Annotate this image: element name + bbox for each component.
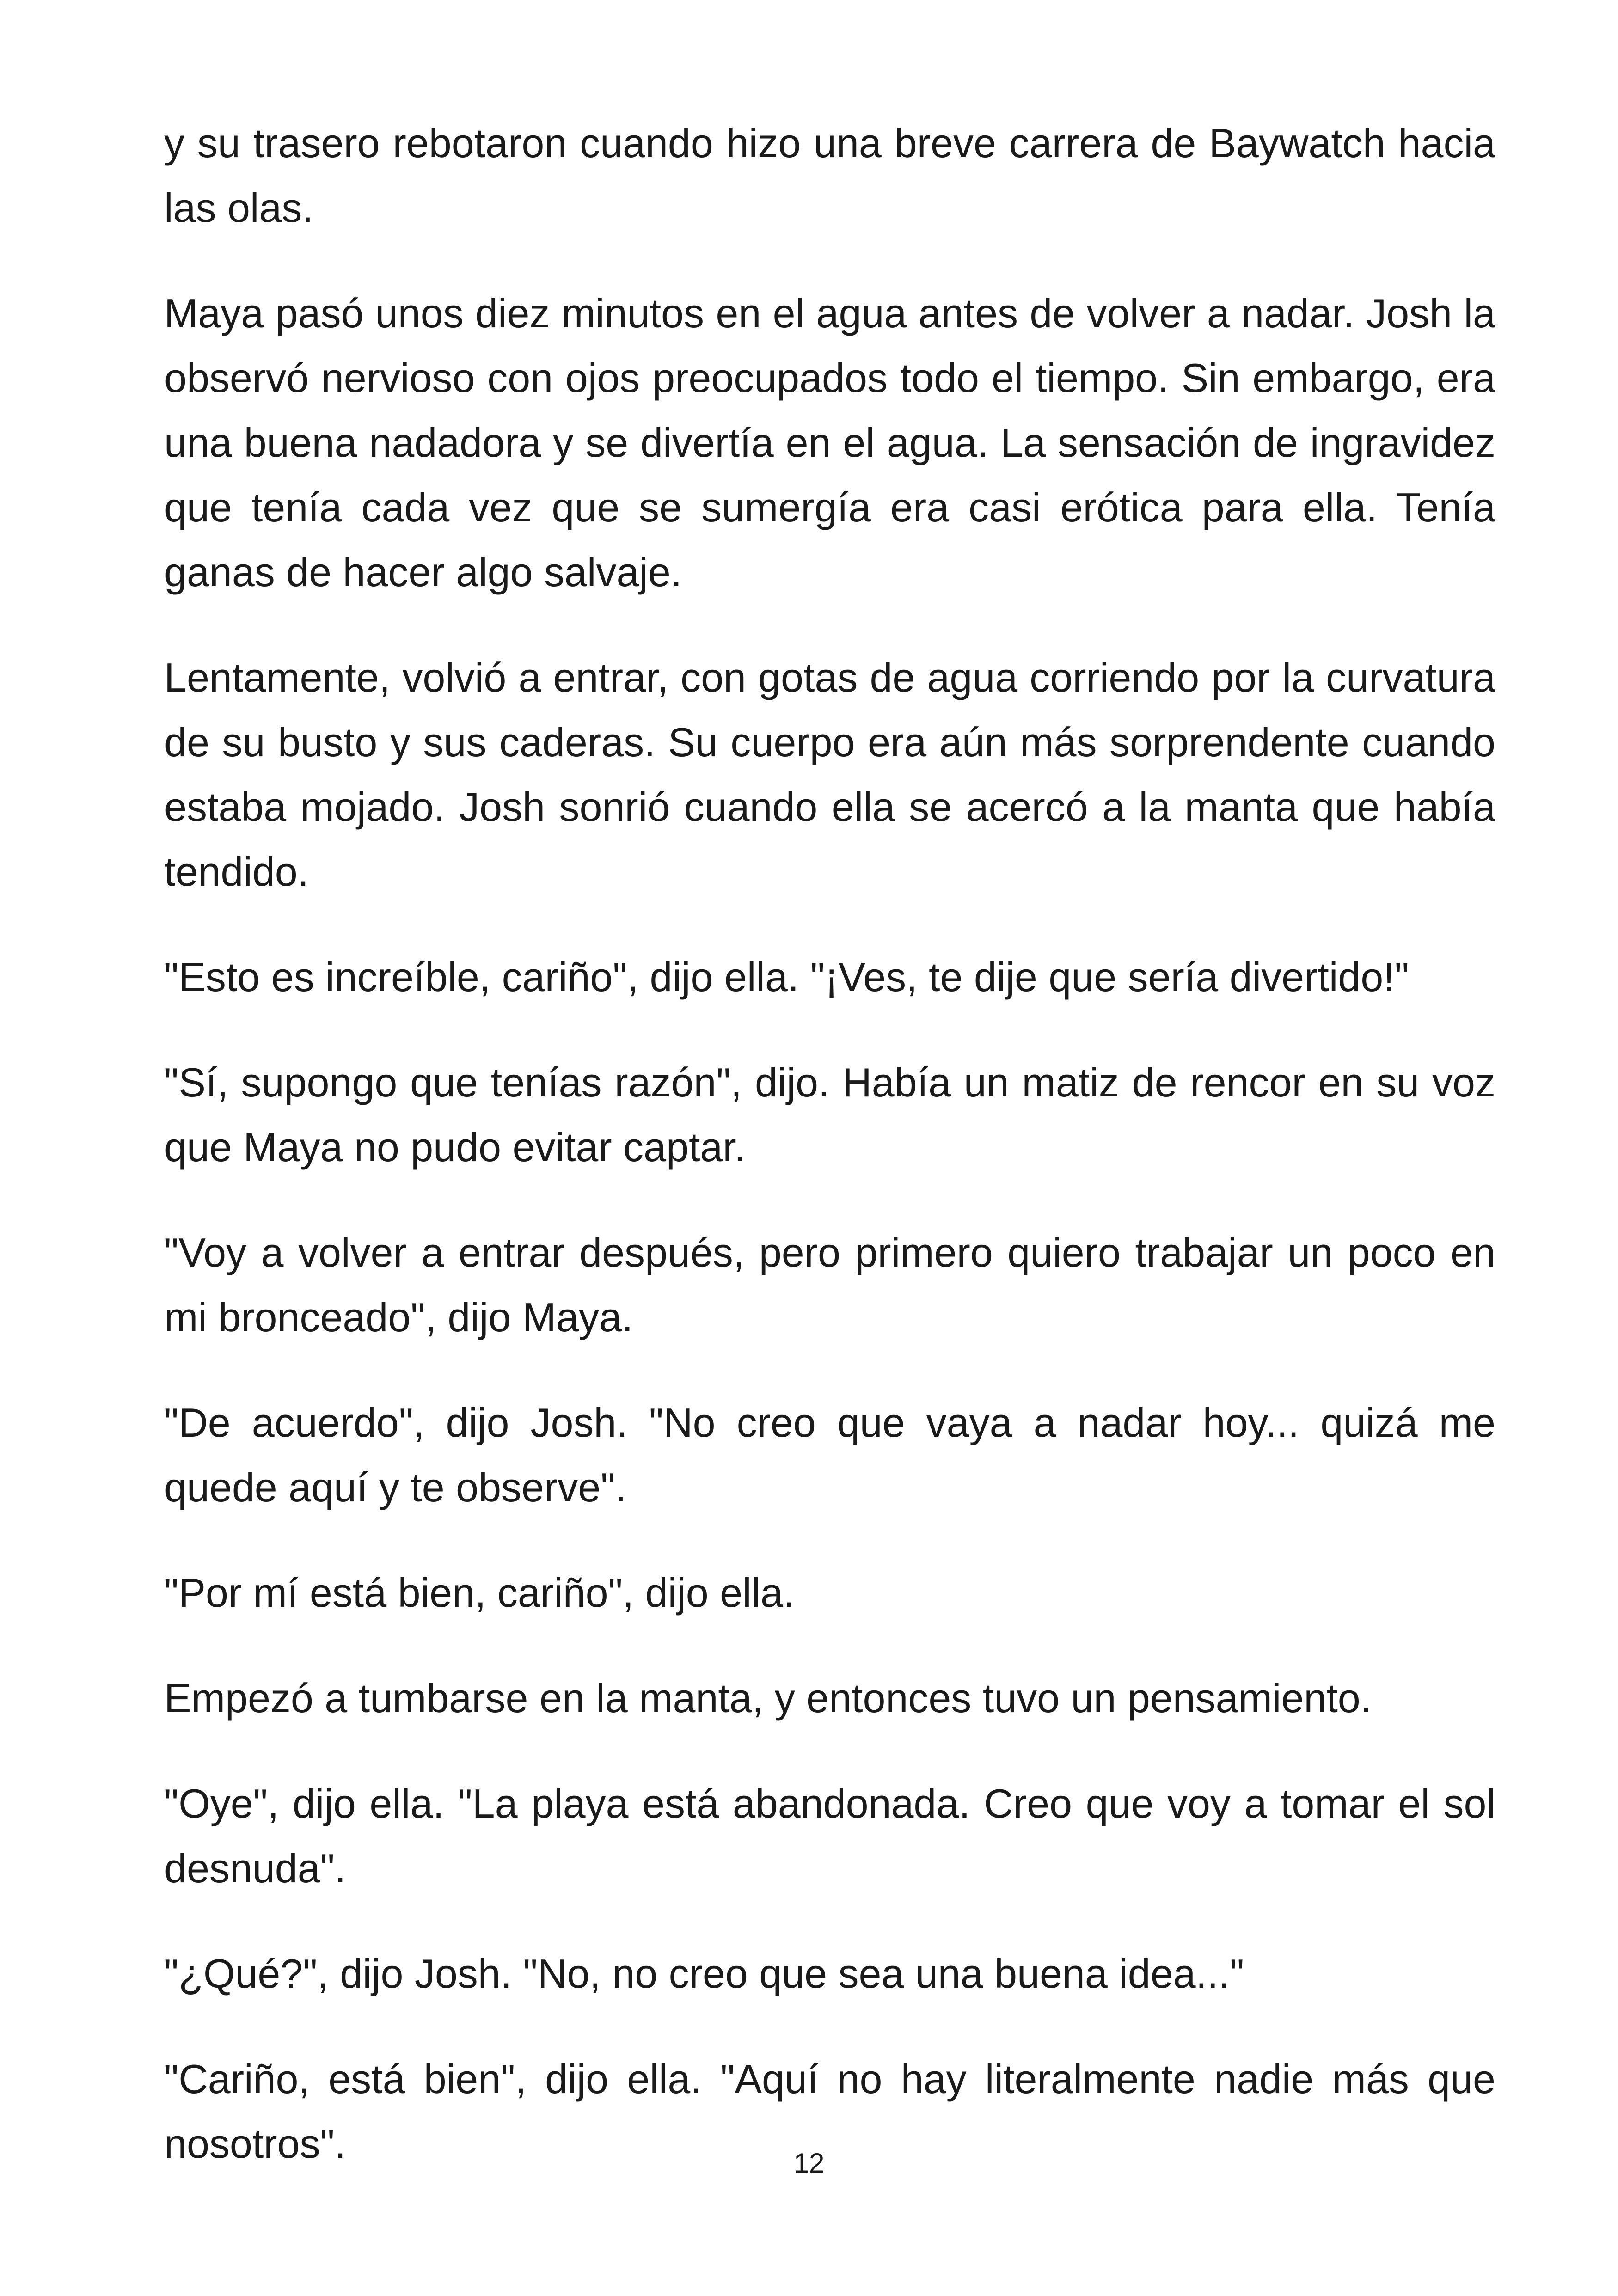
paragraph: Lentamente, volvió a entrar, con gotas de agua corriendo por la curvatura de su busto y sus caderas. Su cuerpo era aún más sorprendente cuando estaba mojado. Josh sonrió cuando ella se acercó a la manta que había tendido. [164, 655, 1495, 894]
paragraph: Maya pasó unos diez minutos en el agua antes de volver a nadar. Josh la observó nervioso con ojos preocupados todo el tiempo. Sin embargo, era una buena nadadora y se divertía en el agua. La sensación de ingravidez que tenía cada vez que se sumergía era casi erótica para ella. Tenía ganas de hacer algo salvaje. [164, 290, 1495, 595]
paragraph: "Oye", dijo ella. "La playa está abandonada. Creo que voy a tomar el sol desnuda". [164, 1781, 1495, 1891]
paragraph: "De acuerdo", dijo Josh. "No creo que vaya a nadar hoy... quizá me quede aquí y te observe". [164, 1400, 1495, 1510]
paragraph: Empezó a tumbarse en la manta, y entonces tuvo un pensamiento. [164, 1675, 1372, 1721]
paragraph: "Cariño, está bien", dijo ella. "Aquí no hay literalmente nadie más que nosotros". [164, 2056, 1495, 2167]
paragraph: "Por mí está bien, cariño", dijo ella. [164, 1570, 795, 1616]
paragraph: y su trasero rebotaron cuando hizo una breve carrera de Baywatch hacia las olas. [164, 120, 1495, 231]
paragraph: "Voy a volver a entrar después, pero primero quiero trabajar un poco en mi bronceado", dijo Maya. [164, 1230, 1495, 1340]
page-number: 12 [793, 2148, 825, 2179]
paragraph: "¿Qué?", dijo Josh. "No, no creo que sea una buena idea..." [164, 1951, 1244, 1996]
body-text [164, 111, 1495, 2217]
paragraph: "Sí, supongo que tenías razón", dijo. Había un matiz de rencor en su voz que Maya no pudo evitar captar. [164, 1059, 1495, 1170]
paragraph: "Esto es increíble, cariño", dijo ella. "¡Ves, te dije que sería divertido!" [164, 954, 1409, 1000]
